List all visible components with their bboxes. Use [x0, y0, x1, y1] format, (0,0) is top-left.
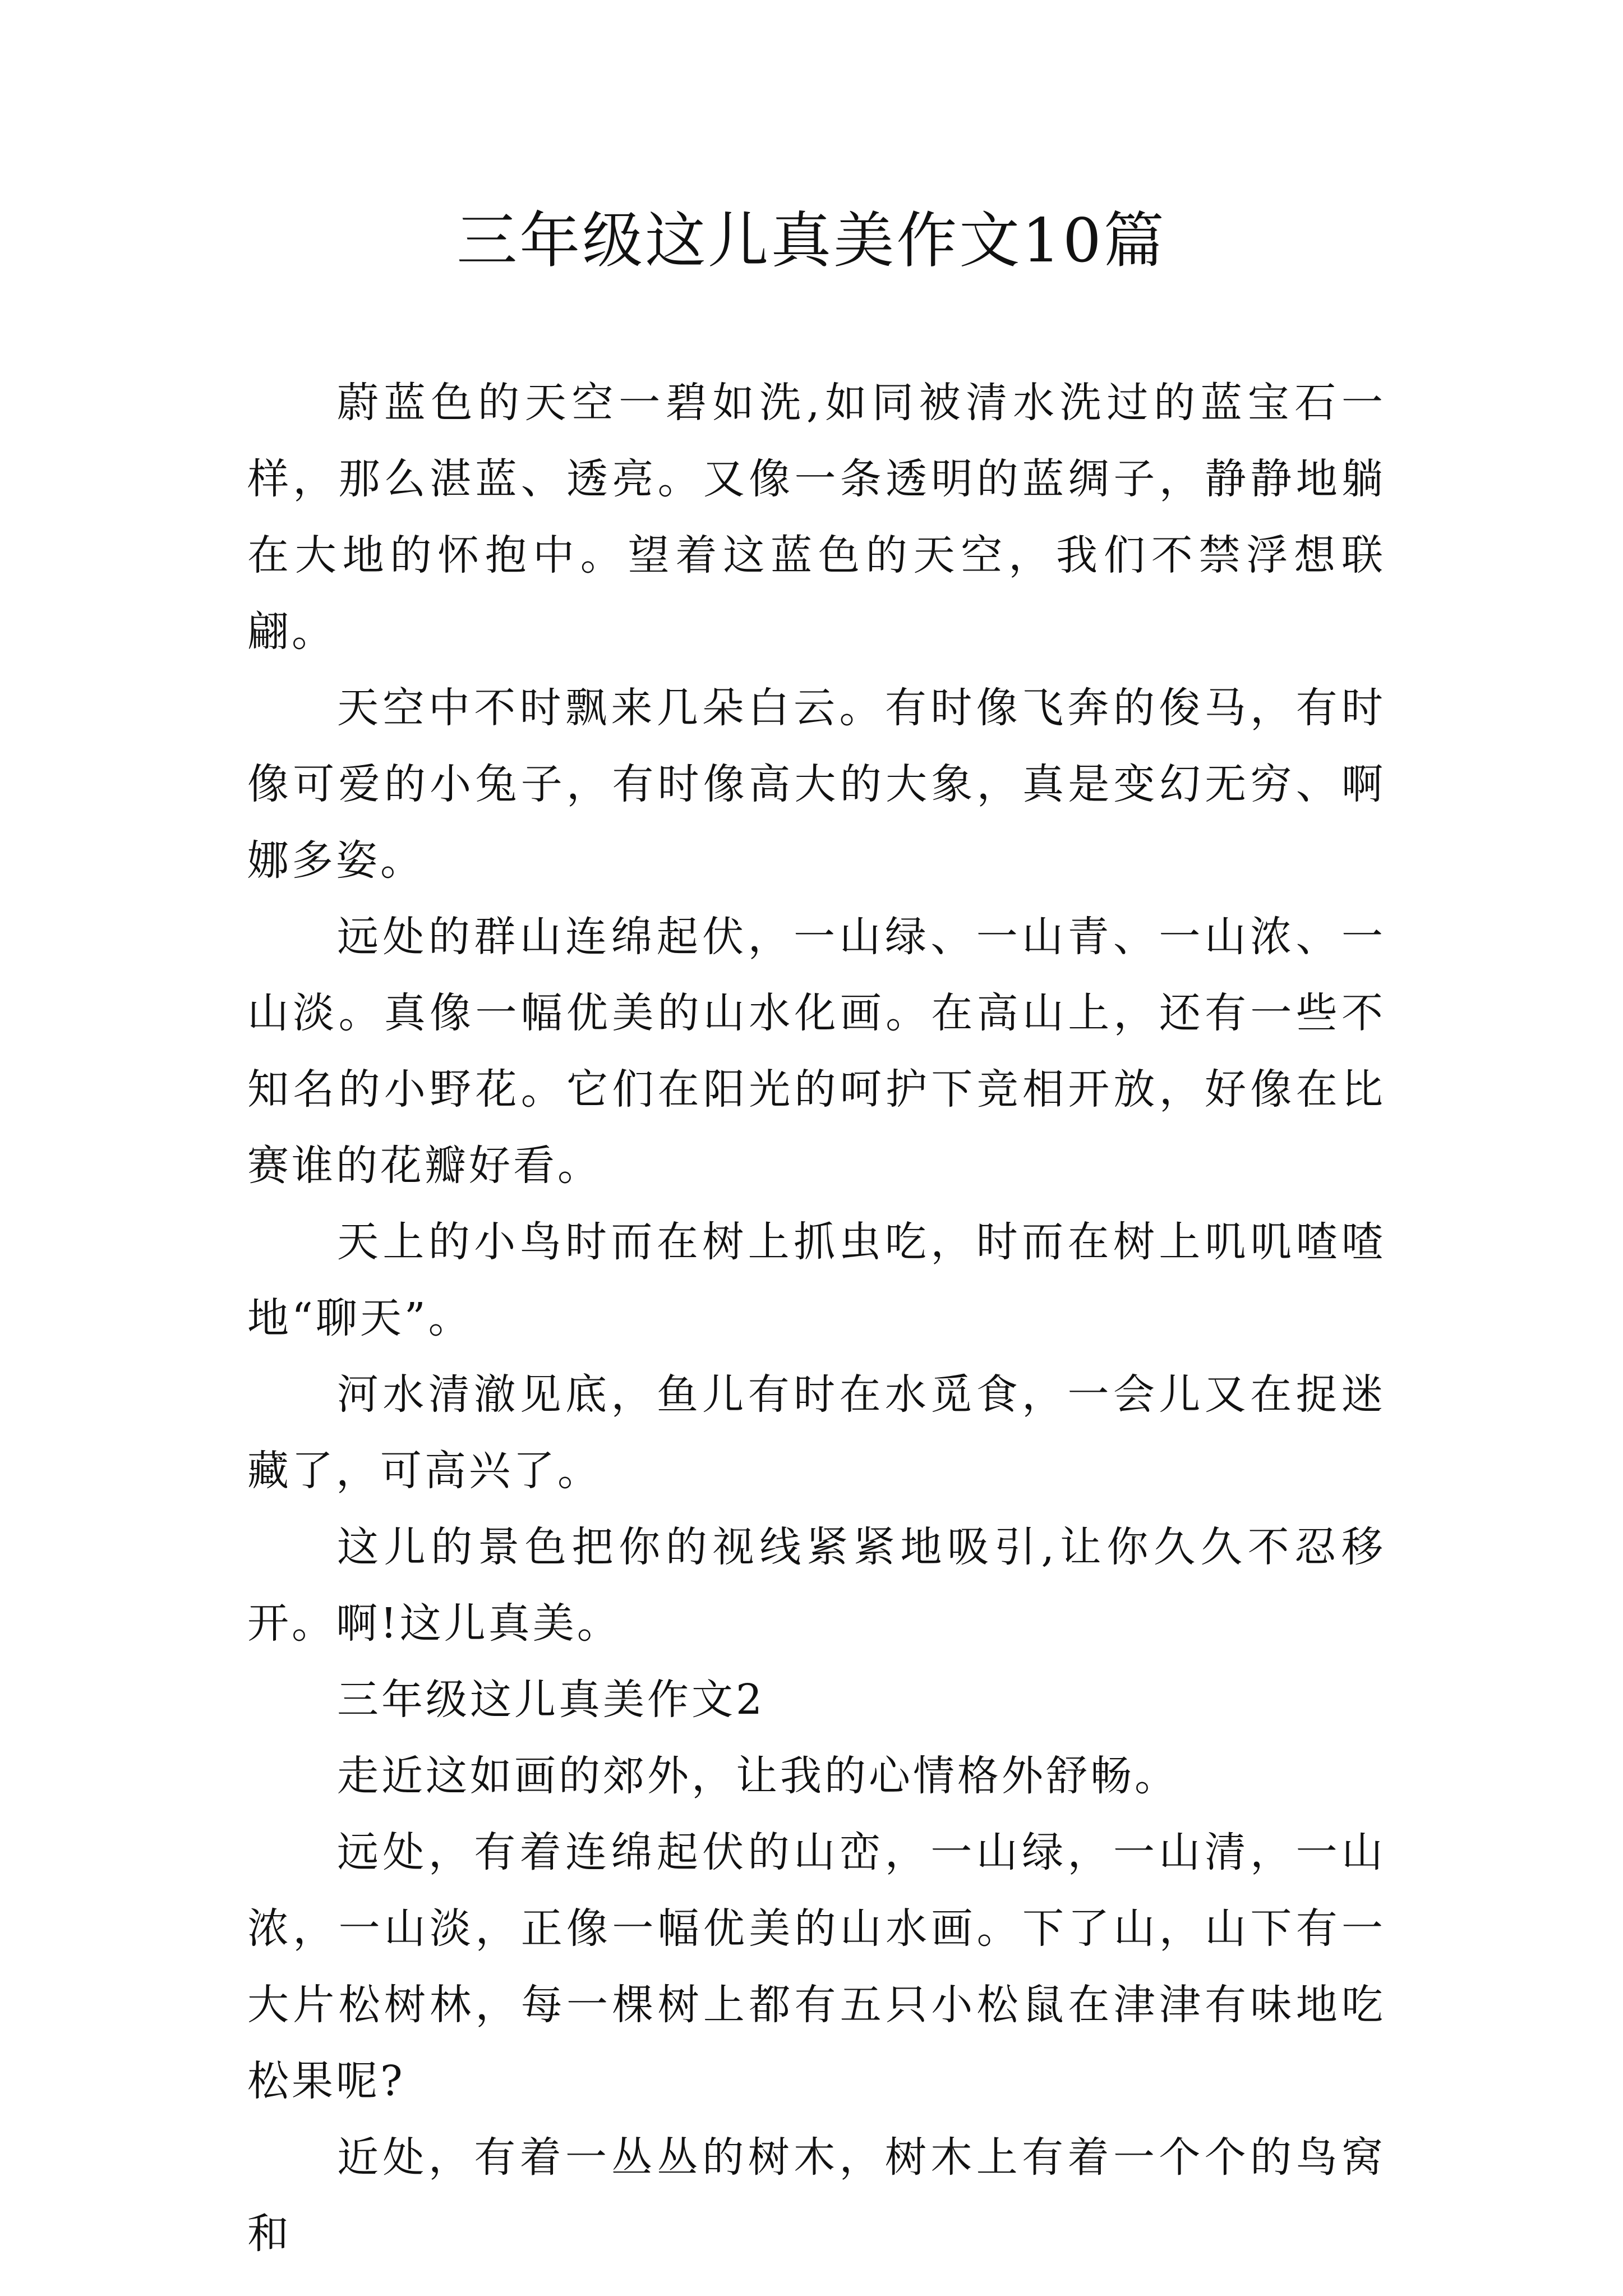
paragraph-8: 远处，有着连绵起伏的山峦，一山绿，一山清，一山浓，一山淡，正像一幅优美的山水画。下了山，山下有一大片松树林，每一棵树上都有五只小松鼠在津津有味地吃松果呢? [247, 1828, 1386, 2105]
paragraph-3: 远处的群山连绵起伏，一山绿、一山青、一山浓、一山淡。真像一幅优美的山水化画。在高山上，还有一些不知名的小野花。它们在阳光的呵护下竞相开放，好像在比赛谁的花瓣好看。 [247, 913, 1386, 1190]
paragraph-4: 天上的小鸟时而在树上抓虫吃，时而在树上叽叽喳喳地“聊天”。 [247, 1218, 1386, 1342]
paragraph-2: 天空中不时飘来几朵白云。有时像飞奔的俊马，有时像可爱的小兔子，有时像高大的大象，真是变幻无穷、啊娜多姿。 [247, 684, 1386, 885]
paragraph-7: 走近这如画的郊外，让我的心情格外舒畅。 [337, 1752, 1179, 1800]
paragraph-1: 蔚蓝色的天空一碧如洗,如同被清水洗过的蓝宝石一样，那么湛蓝、透亮。又像一条透明的蓝绸子，静静地躺在大地的怀抱中。望着这蓝色的天空，我们不禁浮想联翩。 [247, 379, 1386, 656]
paragraph-6: 这儿的景色把你的视线紧紧地吸引,让你久久不忍移开。啊!这儿真美。 [247, 1523, 1386, 1648]
document-body [247, 365, 1386, 2272]
paragraph-9: 近处，有着一丛丛的树木，树木上有着一个个的鸟窝和 [247, 2133, 1386, 2258]
document-title: 三年级这儿真美作文10篇 [457, 206, 1166, 276]
section-heading-2: 三年级这儿真美作文2 [337, 1676, 766, 1724]
paragraph-5: 河水清澈见底，鱼儿有时在水觅食，一会儿又在捉迷藏了，可高兴了。 [247, 1370, 1386, 1495]
